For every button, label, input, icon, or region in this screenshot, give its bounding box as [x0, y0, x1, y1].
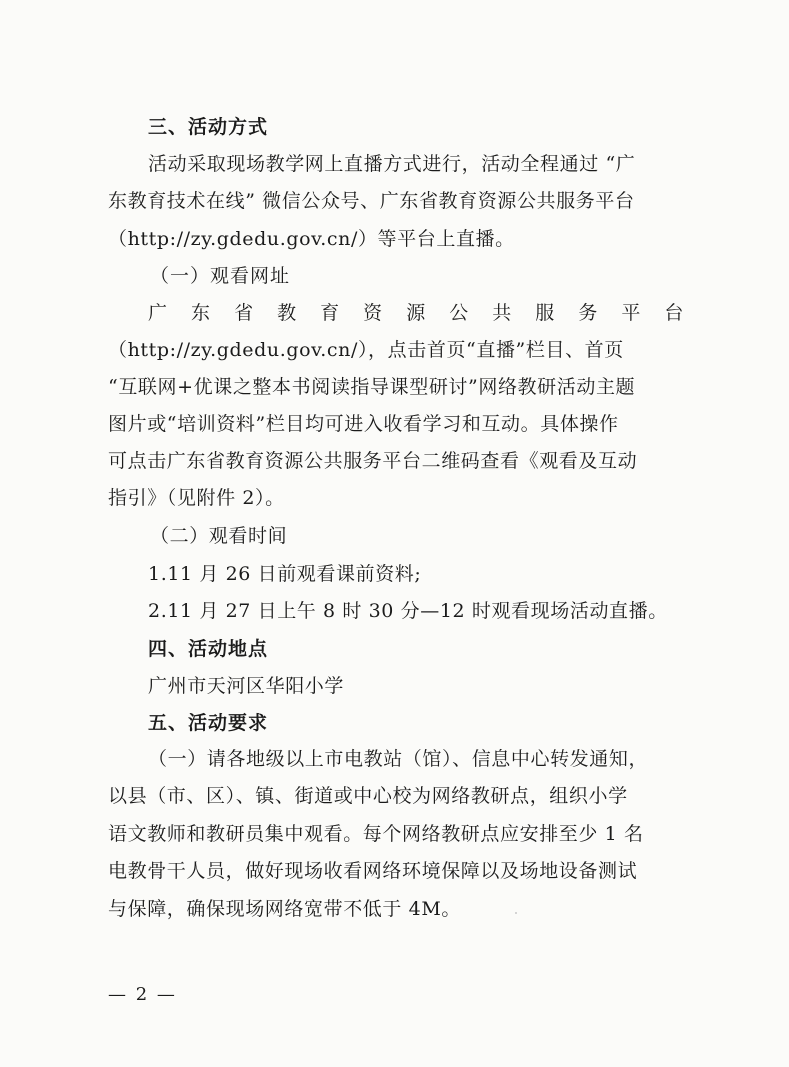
page-number: — 2 — [108, 984, 177, 1005]
spread-char: 平 [621, 302, 641, 324]
section-heading-activity-requirements: 五、活动要求 [148, 712, 269, 734]
location-text: 广州市天河区华阳小学 [148, 675, 345, 697]
spread-char: 公 [449, 302, 469, 324]
paragraph-line: 东教育技术在线” 微信公众号、广东省教育资源公共服务平台 [108, 190, 635, 212]
paragraph-line: “互联网+优课之整本书阅读指导课型研讨”网络教研活动主题 [108, 376, 636, 398]
spread-char: 省 [234, 302, 254, 324]
list-item: 1.11 月 26 日前观看课前资料; [148, 563, 422, 585]
spread-char: 育 [320, 302, 340, 324]
platform-name-spread-line [148, 300, 684, 326]
spread-char: 源 [406, 302, 426, 324]
spread-char: 台 [664, 302, 684, 324]
paragraph-line: 图片或“培训资料”栏目均可进入收看学习和互动。具体操作 [108, 413, 619, 435]
paragraph-line: 语文教师和教研员集中观看。每个网络教研点应安排至少 1 名 [108, 823, 644, 845]
spread-char: 东 [191, 302, 211, 324]
paragraph-line: 以县（市、区）、镇、街道或中心校为网络教研点，组织小学 [108, 785, 628, 807]
spread-char: 务 [578, 302, 598, 324]
paragraph-line: 活动采取现场教学网上直播方式进行，活动全程通过 “广 [148, 153, 636, 175]
paragraph-line: 电教骨干人员，做好现场收看网络环境保障以及场地设备测试 [108, 860, 638, 882]
subheading-viewing-time: （二）观看时间 [150, 525, 288, 547]
spread-char: 教 [277, 302, 297, 324]
spread-char: 资 [363, 302, 383, 324]
spread-char: 服 [535, 302, 555, 324]
paragraph-line: 与保障，确保现场网络宽带不低于 4M。 [108, 898, 461, 920]
list-item: 2.11 月 27 日上午 8 时 30 分—12 时观看现场活动直播。 [148, 600, 668, 622]
paragraph-line: 指引》（见附件 2）。 [108, 487, 285, 509]
section-heading-activity-method: 三、活动方式 [148, 116, 269, 138]
paragraph-line: （一）请各地级以上市电教站（馆）、信息中心转发通知， [148, 748, 649, 770]
spread-char: 共 [492, 302, 512, 324]
spread-char: 广 [148, 302, 168, 324]
paragraph-line: （http://zy.gdedu.gov.cn/）等平台上直播。 [108, 228, 515, 250]
section-heading-activity-location: 四、活动地点 [148, 638, 269, 660]
scan-speck [515, 912, 517, 914]
subheading-viewing-url: （一）观看网址 [150, 265, 291, 287]
paragraph-line: 可点击广东省教育资源公共服务平台二维码查看《观看及互动 [108, 450, 638, 472]
paragraph-line: （http://zy.gdedu.gov.cn/），点击首页“直播”栏目、首页 [108, 339, 624, 361]
